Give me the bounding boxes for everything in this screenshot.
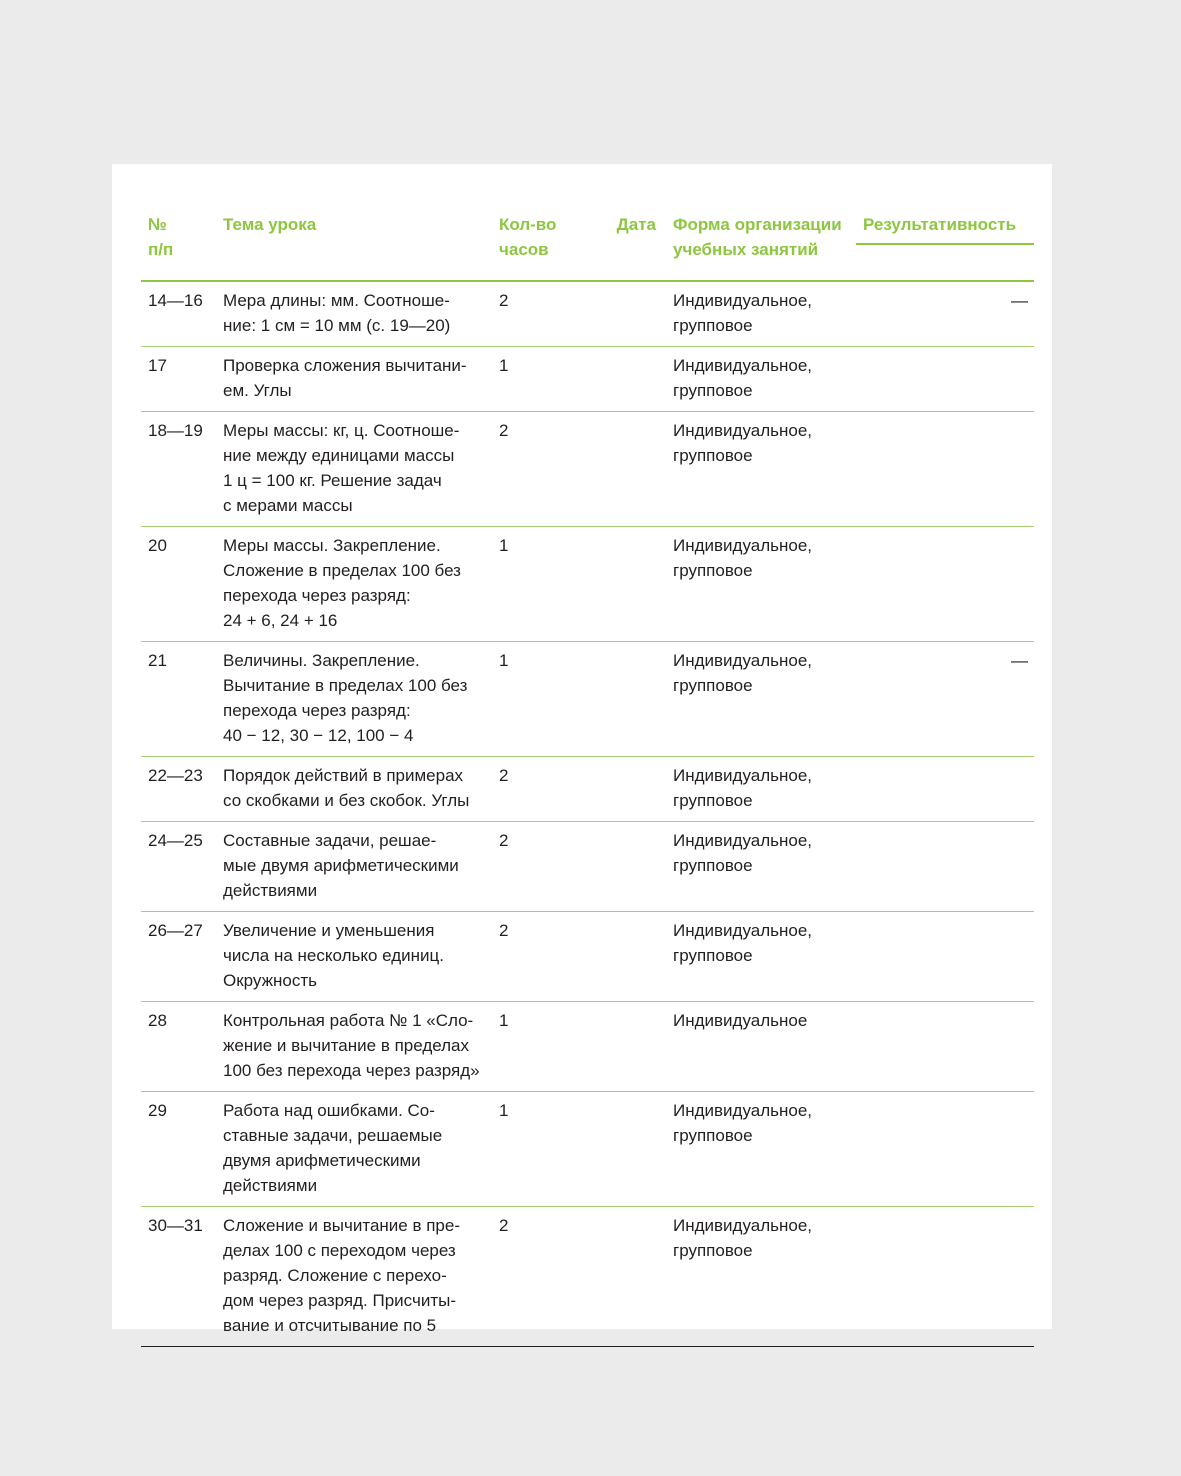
lesson-topic-line: со скобками и без скобок. Углы [223,791,470,810]
lesson-form-line: групповое [673,1126,753,1145]
lesson-number-cell [141,1207,216,1347]
lesson-topic-line: 40 − 12, 30 − 12, 100 − 4 [223,726,414,745]
lesson-topic-line: действиями [223,881,318,900]
lesson-topic-cell [216,1207,492,1347]
header-hours-line: часов [499,240,549,259]
lesson-date-cell [578,822,666,912]
lesson-hours-cell [492,347,578,412]
lesson-hours: 2 [499,831,509,850]
lesson-topic-cell [216,1002,492,1092]
lesson-topic-line: 100 без перехода через разряд» [223,1061,480,1080]
header-date [578,210,666,281]
lesson-number: 14—16 [148,291,203,310]
lesson-date-cell [578,527,666,642]
lesson-result-cell [856,822,1034,912]
header-number-line: № [148,215,167,234]
lesson-hours-cell [492,822,578,912]
lesson-topic-line: мые двумя арифметическими [223,856,459,875]
lesson-form-line: Индивидуальное, [673,356,813,375]
table-row [141,527,1034,642]
lesson-topic-cell [216,912,492,1002]
lesson-topic-cell [216,642,492,757]
header-result-underline [856,243,1034,245]
table-row [141,1002,1034,1092]
lesson-number: 26—27 [148,921,203,940]
lesson-result-cell [856,912,1034,1002]
lesson-result-cell [856,1092,1034,1207]
lesson-date-cell [578,1002,666,1092]
lesson-topic-line: Величины. Закрепление. [223,651,420,670]
lesson-topic-line: Контрольная работа № 1 «Сло- [223,1011,474,1030]
table-body [141,281,1034,1347]
lesson-number: 22—23 [148,766,203,785]
lesson-result: — [1011,651,1028,670]
lesson-number: 17 [148,356,167,375]
lesson-form-cell [666,347,856,412]
table-row [141,347,1034,412]
lesson-form-cell [666,642,856,757]
lesson-topic-line: Составные задачи, решае- [223,831,437,850]
lesson-result-cell [856,757,1034,822]
lesson-topic-line: Мера длины: мм. Соотноше- [223,291,450,310]
header-result [856,210,1034,281]
table-row [141,757,1034,822]
lesson-topic-line: делах 100 с переходом через [223,1241,456,1260]
table-row [141,1092,1034,1207]
lesson-hours-cell [492,757,578,822]
header-topic-line: Тема урока [223,215,317,234]
lesson-topic-line: действиями [223,1176,318,1195]
lesson-topic-cell [216,1092,492,1207]
lesson-result-cell [856,281,1034,347]
lesson-hours-cell [492,1207,578,1347]
lesson-result-cell [856,527,1034,642]
lesson-topic-line: 1 ц = 100 кг. Решение задач [223,471,442,490]
lesson-result-cell [856,642,1034,757]
lesson-form-line: Индивидуальное, [673,921,813,940]
lesson-number: 20 [148,536,167,555]
lesson-result-cell [856,1002,1034,1092]
lesson-form-line: групповое [673,946,753,965]
lesson-result-cell [856,1207,1034,1347]
lesson-form-line: Индивидуальное, [673,536,813,555]
lesson-topic-line: ние между единицами массы [223,446,455,465]
lesson-number: 28 [148,1011,167,1030]
header-row [141,210,1034,281]
lesson-topic-line: дом через разряд. Присчиты- [223,1291,456,1310]
lesson-form-line: групповое [673,446,753,465]
lesson-topic-line: Проверка сложения вычитани- [223,356,467,375]
header-date-line: Дата [616,215,656,234]
lesson-number-cell [141,527,216,642]
lesson-form-line: Индивидуальное, [673,1101,813,1120]
lesson-hours-cell [492,281,578,347]
lesson-topic-line: ставные задачи, решаемые [223,1126,443,1145]
lesson-hours: 2 [499,421,509,440]
lesson-form-line: групповое [673,791,753,810]
lesson-result: — [1011,291,1028,310]
lesson-date-cell [578,412,666,527]
lesson-topic-line: Порядок действий в примерах [223,766,464,785]
lesson-plan-table [141,210,1034,1347]
lesson-form-line: групповое [673,561,753,580]
lesson-form-cell [666,757,856,822]
lesson-topic-line: Меры массы. Закрепление. [223,536,441,555]
lesson-form-line: Индивидуальное, [673,291,813,310]
lesson-form-line: Индивидуальное [673,1011,808,1030]
lesson-number: 29 [148,1101,167,1120]
lesson-number-cell [141,1002,216,1092]
lesson-form-cell [666,1207,856,1347]
lesson-date-cell [578,347,666,412]
table-row [141,281,1034,347]
lesson-form-cell [666,412,856,527]
lesson-date-cell [578,757,666,822]
lesson-topic-line: вание и отсчитывание по 5 [223,1316,437,1335]
header-form-line: Форма организации [673,215,842,234]
lesson-topic-line: Увеличение и уменьшения [223,921,435,940]
header-number [141,210,216,281]
lesson-form-line: групповое [673,381,753,400]
lesson-form-line: групповое [673,1241,753,1260]
lesson-form-line: Индивидуальное, [673,651,813,670]
lesson-date-cell [578,1207,666,1347]
header-form [666,210,856,281]
lesson-form-line: Индивидуальное, [673,421,813,440]
lesson-form-cell [666,527,856,642]
lesson-form-line: групповое [673,316,753,335]
lesson-number-cell [141,822,216,912]
lesson-form-cell [666,912,856,1002]
lesson-topic-line: разряд. Сложение с перехо- [223,1266,447,1285]
header-number-line: п/п [148,240,174,259]
lesson-number-cell [141,642,216,757]
table-row [141,412,1034,527]
lesson-form-line: Индивидуальное, [673,1216,813,1235]
lesson-topic-line: с мерами массы [223,496,353,515]
lesson-number: 24—25 [148,831,203,850]
lesson-number-cell [141,1092,216,1207]
table-row [141,822,1034,912]
lesson-hours: 2 [499,291,509,310]
lesson-form-cell [666,1002,856,1092]
lesson-topic-line: Вычитание в пределах 100 без [223,676,468,695]
lesson-topic-line: числа на несколько единиц. [223,946,444,965]
lesson-form-cell [666,822,856,912]
lesson-hours-cell [492,412,578,527]
lesson-topic-line: 24 + 6, 24 + 16 [223,611,338,630]
lesson-form-line: Индивидуальное, [673,766,813,785]
lesson-topic-line: двумя арифметическими [223,1151,421,1170]
lesson-topic-line: Сложение в пределах 100 без [223,561,461,580]
header-form-line: учебных занятий [673,240,819,259]
lesson-form-line: групповое [673,676,753,695]
lesson-topic-cell [216,347,492,412]
table-row [141,642,1034,757]
lesson-number-cell [141,757,216,822]
lesson-topic-cell [216,822,492,912]
lesson-hours-cell [492,1002,578,1092]
lesson-hours: 1 [499,356,509,375]
lesson-number-cell [141,412,216,527]
lesson-date-cell [578,1092,666,1207]
lesson-number: 21 [148,651,167,670]
lesson-number-cell [141,281,216,347]
lesson-hours-cell [492,1092,578,1207]
lesson-hours: 1 [499,1101,509,1120]
lesson-topic-line: Окружность [223,971,317,990]
lesson-number-cell [141,347,216,412]
lesson-hours: 2 [499,766,509,785]
lesson-topic-line: Сложение и вычитание в пре- [223,1216,461,1235]
lesson-topic-cell [216,281,492,347]
lesson-topic-line: перехода через разряд: [223,586,411,605]
lesson-number: 18—19 [148,421,203,440]
lesson-hours: 2 [499,1216,509,1235]
lesson-topic-line: жение и вычитание в пределах [223,1036,470,1055]
lesson-form-line: групповое [673,856,753,875]
lesson-result-cell [856,412,1034,527]
table-row [141,1207,1034,1347]
header-hours-line: Кол-во [499,215,557,234]
lesson-hours-cell [492,642,578,757]
lesson-topic-line: Меры массы: кг, ц. Соотноше- [223,421,460,440]
lesson-topic-line: ние: 1 см = 10 мм (с. 19—20) [223,316,451,335]
document-page [112,164,1052,1335]
lesson-hours: 1 [499,651,509,670]
header-topic [216,210,492,281]
lesson-topic-cell [216,527,492,642]
lesson-number: 30—31 [148,1216,203,1235]
lesson-topic-line: перехода через разряд: [223,701,411,720]
lesson-result-cell [856,347,1034,412]
lesson-hours: 1 [499,1011,509,1030]
lesson-hours-cell [492,912,578,1002]
header-hours [492,210,578,281]
table-row [141,912,1034,1002]
lesson-hours: 1 [499,536,509,555]
lesson-number-cell [141,912,216,1002]
lesson-topic-line: Работа над ошибками. Со- [223,1101,435,1120]
lesson-date-cell [578,912,666,1002]
table-header [141,210,1034,281]
lesson-form-cell [666,281,856,347]
header-result-line: Результативность [863,215,1017,234]
lesson-date-cell [578,281,666,347]
lesson-hours-cell [492,527,578,642]
lesson-hours: 2 [499,921,509,940]
lesson-topic-cell [216,412,492,527]
lesson-form-cell [666,1092,856,1207]
lesson-topic-cell [216,757,492,822]
lesson-form-line: Индивидуальное, [673,831,813,850]
lesson-topic-line: ем. Углы [223,381,292,400]
lesson-date-cell [578,642,666,757]
